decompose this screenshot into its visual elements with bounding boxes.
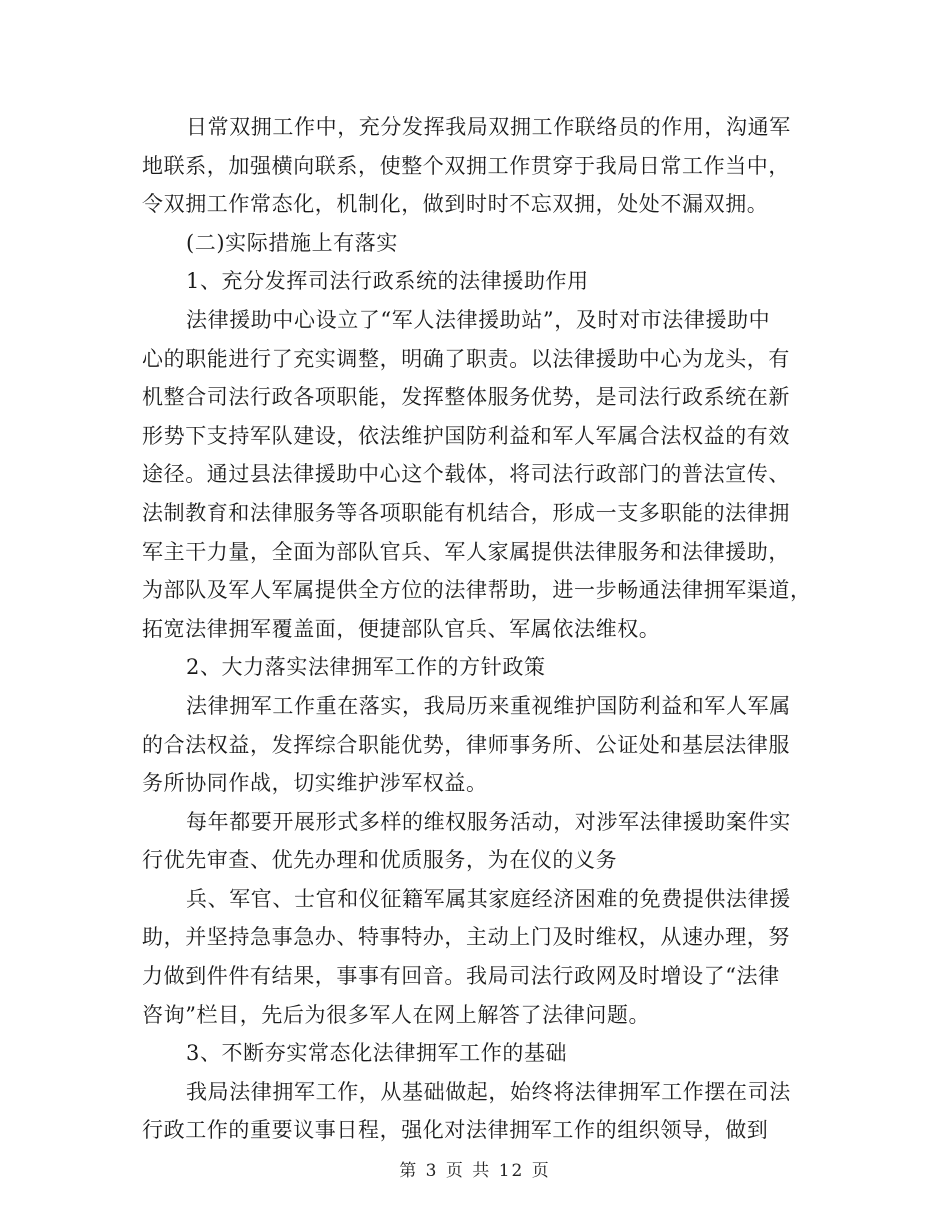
paragraph-line: 咨询”栏目，先后为很多军人在网上解答了法律问题。: [142, 1002, 651, 1027]
paragraph-line: 的合法权益，发挥综合职能优势，律师事务所、公证处和基层法律服: [142, 732, 790, 757]
paragraph-line: 法制教育和法律服务等各项职能有机结合，形成一支多职能的法律拥: [142, 500, 790, 525]
paragraph-line: 每年都要开展形式多样的维权服务活动，对涉军法律援助案件实: [186, 809, 791, 834]
paragraph-line: 形势下支持军队建设，依法维护国防利益和军人军属合法权益的有效: [142, 423, 790, 448]
paragraph-line: 助，并坚持急事急办、特事特办，主动上门及时维权，从速办理，努: [142, 925, 790, 950]
section-heading: (二)实际措施上有落实: [186, 230, 398, 255]
paragraph-line: 行政工作的重要议事日程，强化对法律拥军工作的组织领导，做到: [142, 1118, 769, 1143]
paragraph-line: 心的职能进行了充实调整，明确了职责。以法律援助中心为龙头，有: [142, 346, 790, 371]
page-number-footer: 第 3 页 共 12 页: [399, 1161, 551, 1181]
paragraph-line: 行优先审查、优先办理和优质服务，为在仪的义务: [142, 848, 618, 873]
paragraph-line: 法律拥军工作重在落实，我局历来重视维护国防利益和军人军属: [186, 693, 791, 718]
paragraph-line: 机整合司法行政各项职能，发挥整体服务优势，是司法行政系统在新: [142, 385, 790, 410]
paragraph-line: 途径。通过县法律援助中心这个载体，将司法行政部门的普法宣传、: [142, 462, 790, 487]
subsection-heading: 2、大力落实法律拥军工作的方针政策: [186, 655, 546, 680]
paragraph-line: 务所协同作战，切实维护涉军权益。: [142, 771, 488, 796]
paragraph-line: 我局法律拥军工作，从基础做起，始终将法律拥军工作摆在司法: [186, 1079, 791, 1104]
paragraph-line: 日常双拥工作中，充分发挥我局双拥工作联络员的作用，沟通军: [186, 115, 791, 139]
subsection-heading: 3、不断夯实常态化法律拥军工作的基础: [186, 1041, 568, 1066]
subsection-heading: 1、充分发挥司法行政系统的法律援助作用: [186, 269, 589, 294]
paragraph-line: 法律援助中心设立了“军人法律援助站”，及时对市法律援助中: [186, 307, 771, 332]
paragraph-line: 为部队及军人军属提供全方位的法律帮助，进一步畅通法律拥军渠道，: [142, 578, 812, 603]
paragraph-line: 军主干力量，全面为部队官兵、军人家属提供法律服务和法律援助，: [142, 539, 790, 564]
paragraph-line: 拓宽法律拥军覆盖面，便捷部队官兵、军属依法维权。: [142, 616, 661, 641]
paragraph-line: 地联系，加强横向联系，使整个双拥工作贯穿于我局日常工作当中，: [142, 153, 790, 178]
paragraph-line: 令双拥工作常态化，机制化，做到时时不忘双拥，处处不漏双拥。: [142, 192, 769, 217]
paragraph-line: 兵、军官、士官和仪征籍军属其家庭经济困难的免费提供法律援: [186, 886, 791, 911]
paragraph-line: 力做到件件有结果，事事有回音。我局司法行政网及时增设了“法律: [142, 964, 780, 989]
body-text: [142, 108, 812, 1150]
